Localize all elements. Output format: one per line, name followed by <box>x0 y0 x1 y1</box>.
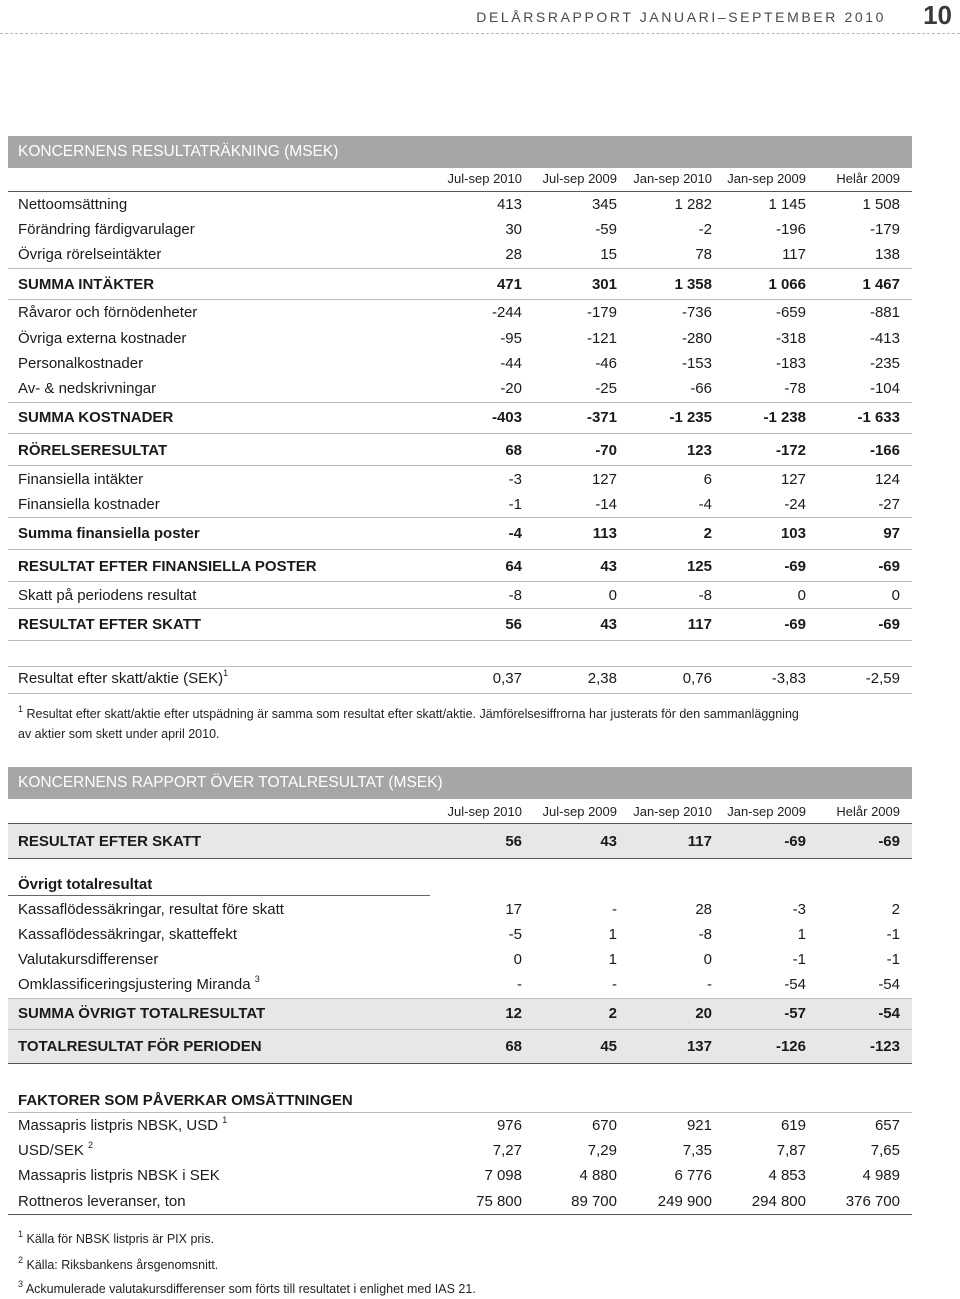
cell: - <box>612 901 617 918</box>
row-label: RESULTAT EFTER FINANSIELLA POSTER <box>18 558 317 575</box>
row-label: Rottneros leveranser, ton <box>18 1193 186 1210</box>
cell: 117 <box>782 246 806 263</box>
cell: -57 <box>784 1005 806 1022</box>
cell: -3 <box>508 471 522 488</box>
row-label: SUMMA KOSTNADER <box>18 409 174 426</box>
cell: -881 <box>869 304 900 321</box>
cell: 249 900 <box>657 1193 712 1210</box>
cell: 976 <box>496 1117 522 1134</box>
row-label: Summa finansiella poster <box>18 525 200 542</box>
cell: 28 <box>695 901 712 918</box>
cell: 1 467 <box>862 276 900 293</box>
divider <box>8 549 912 550</box>
footnote-ref: 3 <box>254 974 260 984</box>
cell: -69 <box>878 558 900 575</box>
row-label: Personalkostnader <box>18 355 144 372</box>
cell: -4 <box>698 496 712 513</box>
factors-footnote <box>18 1255 218 1275</box>
cell: -183 <box>775 355 806 372</box>
cell: -14 <box>595 496 617 513</box>
row-label: Skatt på periodens resultat <box>18 587 197 604</box>
cell: 125 <box>686 558 712 575</box>
cell: -172 <box>775 442 806 459</box>
cell: -95 <box>500 330 522 347</box>
cell: 0 <box>513 951 522 968</box>
cell: 127 <box>780 471 806 488</box>
factors-title: FAKTORER SOM PÅVERKAR OMSÄTTNINGEN <box>18 1092 353 1109</box>
cell: 0,37 <box>492 670 522 687</box>
divider <box>8 1112 912 1113</box>
cell: 45 <box>600 1038 617 1055</box>
cell: 43 <box>600 558 617 575</box>
column-header: Jul-sep 2010 <box>447 804 522 819</box>
cell: 97 <box>883 525 900 542</box>
cell: -413 <box>869 330 900 347</box>
cell: - <box>612 976 617 993</box>
row-label-text: Massapris listpris NBSK, USD <box>18 1117 219 1134</box>
cell: -153 <box>681 355 712 372</box>
cell: -196 <box>775 221 806 238</box>
cell: 2 <box>891 901 900 918</box>
cell: 1 145 <box>768 196 806 213</box>
row-label: Övriga rörelseintäkter <box>18 246 162 263</box>
cell: 2 <box>608 1005 617 1022</box>
footnote-text: Källa för NBSK listpris är PIX pris. <box>26 1232 215 1246</box>
cell: 657 <box>874 1117 900 1134</box>
cell: -59 <box>595 221 617 238</box>
cell: 670 <box>591 1117 617 1134</box>
cell: -318 <box>775 330 806 347</box>
row-label: Av- & nedskrivningar <box>18 380 157 397</box>
cell: 20 <box>695 1005 712 1022</box>
cell: 4 853 <box>768 1167 806 1184</box>
cell: -166 <box>869 442 900 459</box>
footnote-ref: 2 <box>88 1140 94 1150</box>
footnote-ref: 1 <box>223 668 229 678</box>
footnote-ref: 1 <box>222 1115 228 1125</box>
cell: -3 <box>792 901 806 918</box>
cell: 30 <box>505 221 522 238</box>
cell: -5 <box>508 926 522 943</box>
row-label: Nettoomsättning <box>18 196 128 213</box>
cell: -121 <box>586 330 617 347</box>
row-label: RESULTAT EFTER SKATT <box>18 616 202 633</box>
cell: 413 <box>496 196 522 213</box>
cell: -20 <box>500 380 522 397</box>
row-label: Övrigt totalresultat <box>18 876 153 893</box>
footnote-mark: 2 <box>18 1254 24 1265</box>
row-label: Kassaflödessäkringar, skatteffekt <box>18 926 238 943</box>
cell: 7,29 <box>587 1142 617 1159</box>
divider <box>8 666 912 667</box>
cell: 294 800 <box>751 1193 806 1210</box>
cell: 7 098 <box>484 1167 522 1184</box>
cell: -69 <box>784 833 806 850</box>
cell: 124 <box>874 471 900 488</box>
cell: 56 <box>505 616 522 633</box>
row-label: Finansiella kostnader <box>18 496 160 513</box>
cell: 28 <box>505 246 522 263</box>
row-label-text: USD/SEK <box>18 1142 84 1159</box>
factors-footnote <box>18 1279 476 1299</box>
cell: 619 <box>780 1117 806 1134</box>
cell: -371 <box>586 409 617 426</box>
cell: -69 <box>784 616 806 633</box>
footnote-mark: 3 <box>18 1278 24 1289</box>
cell: -69 <box>878 616 900 633</box>
column-header: Jan-sep 2009 <box>727 804 806 819</box>
cell: -1 <box>792 951 806 968</box>
cell: 117 <box>687 833 712 850</box>
row-label: Råvaror och förnödenheter <box>18 304 198 321</box>
cell: 12 <box>505 1005 522 1022</box>
row-label: Kassaflödessäkringar, resultat före skatt <box>18 901 284 918</box>
cell: 0 <box>891 587 900 604</box>
divider <box>8 191 912 192</box>
column-header: Helår 2009 <box>836 171 900 186</box>
cell: 127 <box>591 471 617 488</box>
cell: 138 <box>874 246 900 263</box>
cell: 1 066 <box>768 276 806 293</box>
cell: 117 <box>687 616 712 633</box>
row-label: Valutakursdifferenser <box>18 951 159 968</box>
column-header: Jan-sep 2009 <box>727 171 806 186</box>
cell: -126 <box>775 1038 806 1055</box>
cell: 43 <box>600 616 617 633</box>
cell: -4 <box>508 525 522 542</box>
cell: 113 <box>592 525 617 542</box>
cell: 2,38 <box>587 670 617 687</box>
income-footnote <box>18 704 799 744</box>
cell: 471 <box>496 276 522 293</box>
cell: 1 <box>608 951 617 968</box>
cell: -179 <box>869 221 900 238</box>
cell: 7,65 <box>870 1142 900 1159</box>
cell: 68 <box>505 442 522 459</box>
row-label: RÖRELSERESULTAT <box>18 442 168 459</box>
cell: 345 <box>591 196 617 213</box>
divider <box>8 895 430 896</box>
row-label <box>18 1142 93 1159</box>
cell: -1 633 <box>857 409 900 426</box>
divider <box>8 640 912 641</box>
cell: 56 <box>505 833 522 850</box>
cell: 0,76 <box>682 670 712 687</box>
cell: -46 <box>595 355 617 372</box>
cell: -659 <box>775 304 806 321</box>
cell: 7,87 <box>776 1142 806 1159</box>
cell: -3,83 <box>771 670 806 687</box>
cell: 4 989 <box>862 1167 900 1184</box>
row-label-text: Omklassificeringsjustering Miranda <box>18 976 251 993</box>
divider <box>8 608 912 609</box>
column-header: Helår 2009 <box>836 804 900 819</box>
cell: 75 800 <box>476 1193 522 1210</box>
factors-footnote <box>18 1229 214 1249</box>
divider <box>8 433 912 434</box>
report-title: DELÅRSRAPPORT JANUARI–SEPTEMBER 2010 <box>476 9 886 25</box>
cell: -235 <box>869 355 900 372</box>
row-label: SUMMA ÖVRIGT TOTALRESULTAT <box>18 1005 266 1022</box>
row-label: Övriga externa kostnader <box>18 330 187 347</box>
divider <box>8 402 912 403</box>
footnote-text: Ackumulerade valutakursdifferenser som förts till resultatet i enlighet med IAS 21. <box>25 1282 476 1296</box>
row-label: TOTALRESULTAT FÖR PERIODEN <box>18 1038 262 1055</box>
divider <box>8 268 912 269</box>
cell: -69 <box>784 558 806 575</box>
divider <box>8 581 912 582</box>
cell: -24 <box>784 496 806 513</box>
cell: -1 <box>886 926 900 943</box>
cell: 1 358 <box>674 276 712 293</box>
cell: -104 <box>869 380 900 397</box>
total-result-title: KONCERNENS RAPPORT ÖVER TOTALRESULTAT (MSEK) <box>8 767 912 799</box>
cell: 6 <box>703 471 712 488</box>
row-label <box>18 670 228 687</box>
cell: 17 <box>505 901 522 918</box>
divider <box>8 299 912 300</box>
row-label-text: Resultat efter skatt/aktie (SEK) <box>18 670 224 687</box>
cell: 2 <box>703 525 712 542</box>
cell: - <box>707 976 712 993</box>
divider <box>8 517 912 518</box>
row-label: Finansiella intäkter <box>18 471 144 488</box>
cell: -1 238 <box>763 409 806 426</box>
cell: 921 <box>686 1117 712 1134</box>
cell: -736 <box>681 304 712 321</box>
column-header: Jan-sep 2010 <box>633 171 712 186</box>
cell: 1 282 <box>674 196 712 213</box>
cell: 68 <box>505 1038 522 1055</box>
cell: 15 <box>600 246 617 263</box>
cell: 123 <box>686 442 712 459</box>
cell: 78 <box>695 246 712 263</box>
cell: -1 <box>508 496 522 513</box>
cell: -179 <box>586 304 617 321</box>
income-statement-title: KONCERNENS RESULTATRÄKNING (MSEK) <box>8 136 912 168</box>
page-header <box>0 0 960 34</box>
cell: 0 <box>797 587 806 604</box>
cell: -54 <box>784 976 806 993</box>
divider <box>8 693 912 694</box>
cell: -70 <box>595 442 617 459</box>
cell: -54 <box>878 1005 900 1022</box>
cell: 4 880 <box>579 1167 617 1184</box>
cell: -1 <box>886 951 900 968</box>
row-label: Förändring färdigvarulager <box>18 221 195 238</box>
cell: -244 <box>491 304 522 321</box>
cell: 137 <box>686 1038 712 1055</box>
cell: -403 <box>491 409 522 426</box>
cell: 103 <box>780 525 806 542</box>
cell: -25 <box>595 380 617 397</box>
row-label: SUMMA INTÄKTER <box>18 276 155 293</box>
divider <box>8 1214 912 1215</box>
cell: -69 <box>878 833 900 850</box>
cell: -8 <box>698 926 712 943</box>
cell: -44 <box>500 355 522 372</box>
cell: -2,59 <box>865 670 900 687</box>
column-header: Jul-sep 2009 <box>542 171 617 186</box>
cell: -123 <box>869 1038 900 1055</box>
divider <box>8 465 912 466</box>
cell: -8 <box>698 587 712 604</box>
footnote-text: av aktier som skett under april 2010. <box>18 727 220 741</box>
cell: 0 <box>608 587 617 604</box>
cell: 6 776 <box>674 1167 712 1184</box>
cell: 43 <box>600 833 617 850</box>
cell: -78 <box>784 380 806 397</box>
column-header: Jan-sep 2010 <box>633 804 712 819</box>
cell: 0 <box>703 951 712 968</box>
cell: -8 <box>508 587 522 604</box>
cell: 301 <box>591 276 617 293</box>
cell: 1 <box>608 926 617 943</box>
cell: - <box>517 976 522 993</box>
cell: -66 <box>690 380 712 397</box>
cell: -1 235 <box>669 409 712 426</box>
cell: 1 508 <box>862 196 900 213</box>
cell: 89 700 <box>571 1193 617 1210</box>
divider <box>8 1063 912 1064</box>
cell: 64 <box>505 558 522 575</box>
footnote-mark: 1 <box>18 703 24 714</box>
cell: 7,35 <box>682 1142 712 1159</box>
column-header: Jul-sep 2010 <box>447 171 522 186</box>
cell: -27 <box>878 496 900 513</box>
cell: 7,27 <box>492 1142 522 1159</box>
row-label: RESULTAT EFTER SKATT <box>18 833 202 850</box>
row-label <box>18 976 260 993</box>
cell: -2 <box>698 221 712 238</box>
page-number: 10 <box>923 0 952 30</box>
divider <box>8 858 912 859</box>
footnote-text: Resultat efter skatt/aktie efter utspädning är samma som resultat efter skatt/aktie. Jämförelsesiffrorna har justerats för den sammanläggning <box>26 707 799 721</box>
footnote-text: Källa: Riksbankens årsgenomsnitt. <box>26 1258 219 1272</box>
column-header: Jul-sep 2009 <box>542 804 617 819</box>
footnote-mark: 1 <box>18 1228 24 1239</box>
row-label <box>18 1117 227 1134</box>
cell: -280 <box>681 330 712 347</box>
cell: 1 <box>797 926 806 943</box>
row-label: Massapris listpris NBSK i SEK <box>18 1167 220 1184</box>
cell: -54 <box>878 976 900 993</box>
cell: 376 700 <box>845 1193 900 1210</box>
